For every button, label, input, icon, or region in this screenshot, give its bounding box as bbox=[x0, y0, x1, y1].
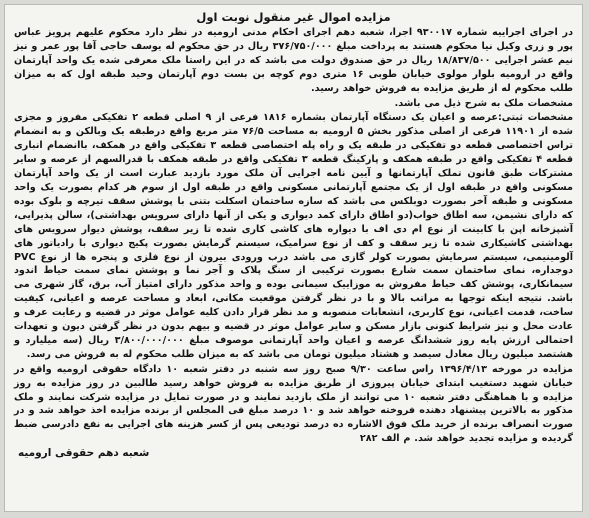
notice-paragraph-intro: در اجرای اجراییه شماره ۹۳۰۰۱۷ اجرا، شعبه دهم اجرای احکام مدنی ارومیه در نظر دارد محکوم علیهم پرویز عباس پور و زری وکیل نیا محکوم هستند به پرداخت مبلغ ۳۷۶/۷۵۰/۰۰۰ ریال در حق محکوم له یوسف حاجی آقا پور عمر و نیز نیم عشر اجرایی ۱۸/۸۳۷/۵۰۰ ریال در حق صندوق دولت می باشد که در این راستا ملک معرفی شده یک واحد آپارتمان واقع در ارومیه بلوار مولوی خیابان طوبی ۱۶ متری دوم کوچه بن بست دوم آپارتمان وحید طبقه اول که به میزان طلب محکوم له از طریق مزایده به فروش خواهد رسید. bbox=[14, 27, 573, 94]
notice-title: مزایده اموال غیر منقول نوبت اول bbox=[196, 10, 391, 24]
auction-notice bbox=[4, 4, 583, 512]
notice-signature: شعبه دهم حقوقی ارومیه bbox=[18, 447, 150, 460]
notice-paragraph-property-details: مشخصات ثبتی:عرصه و اعیان یک دستگاه آپارتمان بشماره ۱۸۱۶ فرعی از ۹ اصلی قطعه ۲ تفکیکی مفروز و مجزی شده از ۱۱۹۰۱ فرعی از اصلی مذکور بخش ۵ ارومیه به مساحت ۷۶/۵ متر مربع واقع درطبقه یک وبالکن و به انضمام تراس اختصاصی قطعه دو تفکیکی در طبقه یک و راه پله اختصاصی قطعه ۳ تفکیکی واقع در همکف، باانضمام انباری قطعه ۴ تفکیکی واقع در طبقه همکف و پارکینگ قطعه ۳ تفکیکی واقع در طبقه همکف با قدرالسهم از عرصه و سایر مشترکات طبق قانون تملک آپارتمانها و آیین نامه اجرایی آن ملک مورد بازدید عبارت است از یک واحد آپارتمان مسکونی واقع در طبقه اول از یک مجتمع آپارتمانی مسکونی واقع در طبقه اول از سوم هر کدام بصورت یک واحد مسکونی و طبقه آخر بصورت دوبلکس می باشد که سازه ساختمان اسکلت بتنی با پوشش سقف تیرچه و بلوک بوده که دارای نشیمن، سه اطاق خواب(دو اطاق دارای کمد دیواری و یکی از آنها دارای سرویس بهداشتی)، سالن پذیرایی، آشپزخانه اپن با کابینت از نوع ام دی اف با دیواره های کاشی کاری شده تا زیر سقف، پوشش دیوار سرویس های بهداشتی کاشیکاری شده تا زیر سقف و کف از نوع سرامیک، سیستم گرمایش بصورت پکیج دیواری با رادیاتور های آلومینیمی، سیستم سرمایش بصورت کولر گازی می باشد درب ورودی بیرون از نوع فلزی و پنجره ها از نوع PVC دوجداره، نمای ساختمان سمت شارع بصورت ترکیبی از سنگ پلاک و آجر نما و پوشش نمای سمت حیاط اندود سیمانکاری، پوشش کف حیاط مفروش به موزاییک سیمانی بوده و واحد مذکور دارای امتیاز آب، برق، گاز شهری می باشد. نتیجه اینکه توجها به مراتب بالا و با در نظر گرفتن موقعیت مکانی، ابعاد و مساحت عرصه و اعیانی، کیفیت ساخت، قدمت اعیانی، نوع کاربری، انشعابات منصوبه و مد نظر قرار دادن کلیه عوامل موثر در قضیه و رعایت عرف و عادت محل و نیز شرایط کنونی بازار مسکن و سایر عوامل موثر در قضیه و بیهم بدون در نظر گرفتن دیون و تعهدات احتمالی ارزش پایه روز ششدانگ عرصه و اعیان واحد آپارتمانی موصوف مبلغ ۳/۸۰۰/۰۰۰/۰۰۰ ریال (سه میلیارد و هشتصد میلیون ریال معادل سیصد و هشتاد میلیون تومان می باشد که به میزان طلب محکوم له به فروش می رسد. bbox=[14, 112, 574, 360]
notice-paragraph-auction-terms: مزایده در مورخه ۱۳۹۶/۴/۱۳ راس ساعت ۹/۳۰ صبح روز سه شنبه در دفتر شعبه ۱۰ دادگاه حقوقی ارومیه واقع در خیابان شهید دستغیب ابتدای خیابان پیروزی از طریق مزایده به فروش خواهد رسید طالبین در روز مزایده به روز مزایده و با هماهنگی دفتر شعبه ۱۰ می توانند از ملک بازدید نمایند و در صورت تمایل در مزایده شرکت نمایند و ملک مذکور به بالاترین پیشنهاد دهنده فروخته خواهد شد و ۱۰ درصد مبلغ فی المجلس از برنده مزایده اخذ خواهد شد و در صورت انصراف برنده از خرید ملک فوق الاشاره ده درصد تودیعی پس از کسر هزینه های اجرایی به نفع دادرسی ضبط گردیده و مزایده تجدید خواهد شد. م الف ۲۸۲ bbox=[14, 363, 574, 445]
notice-paragraph-heading: مشخصات ملک به شرح ذیل می باشد. bbox=[394, 97, 573, 109]
